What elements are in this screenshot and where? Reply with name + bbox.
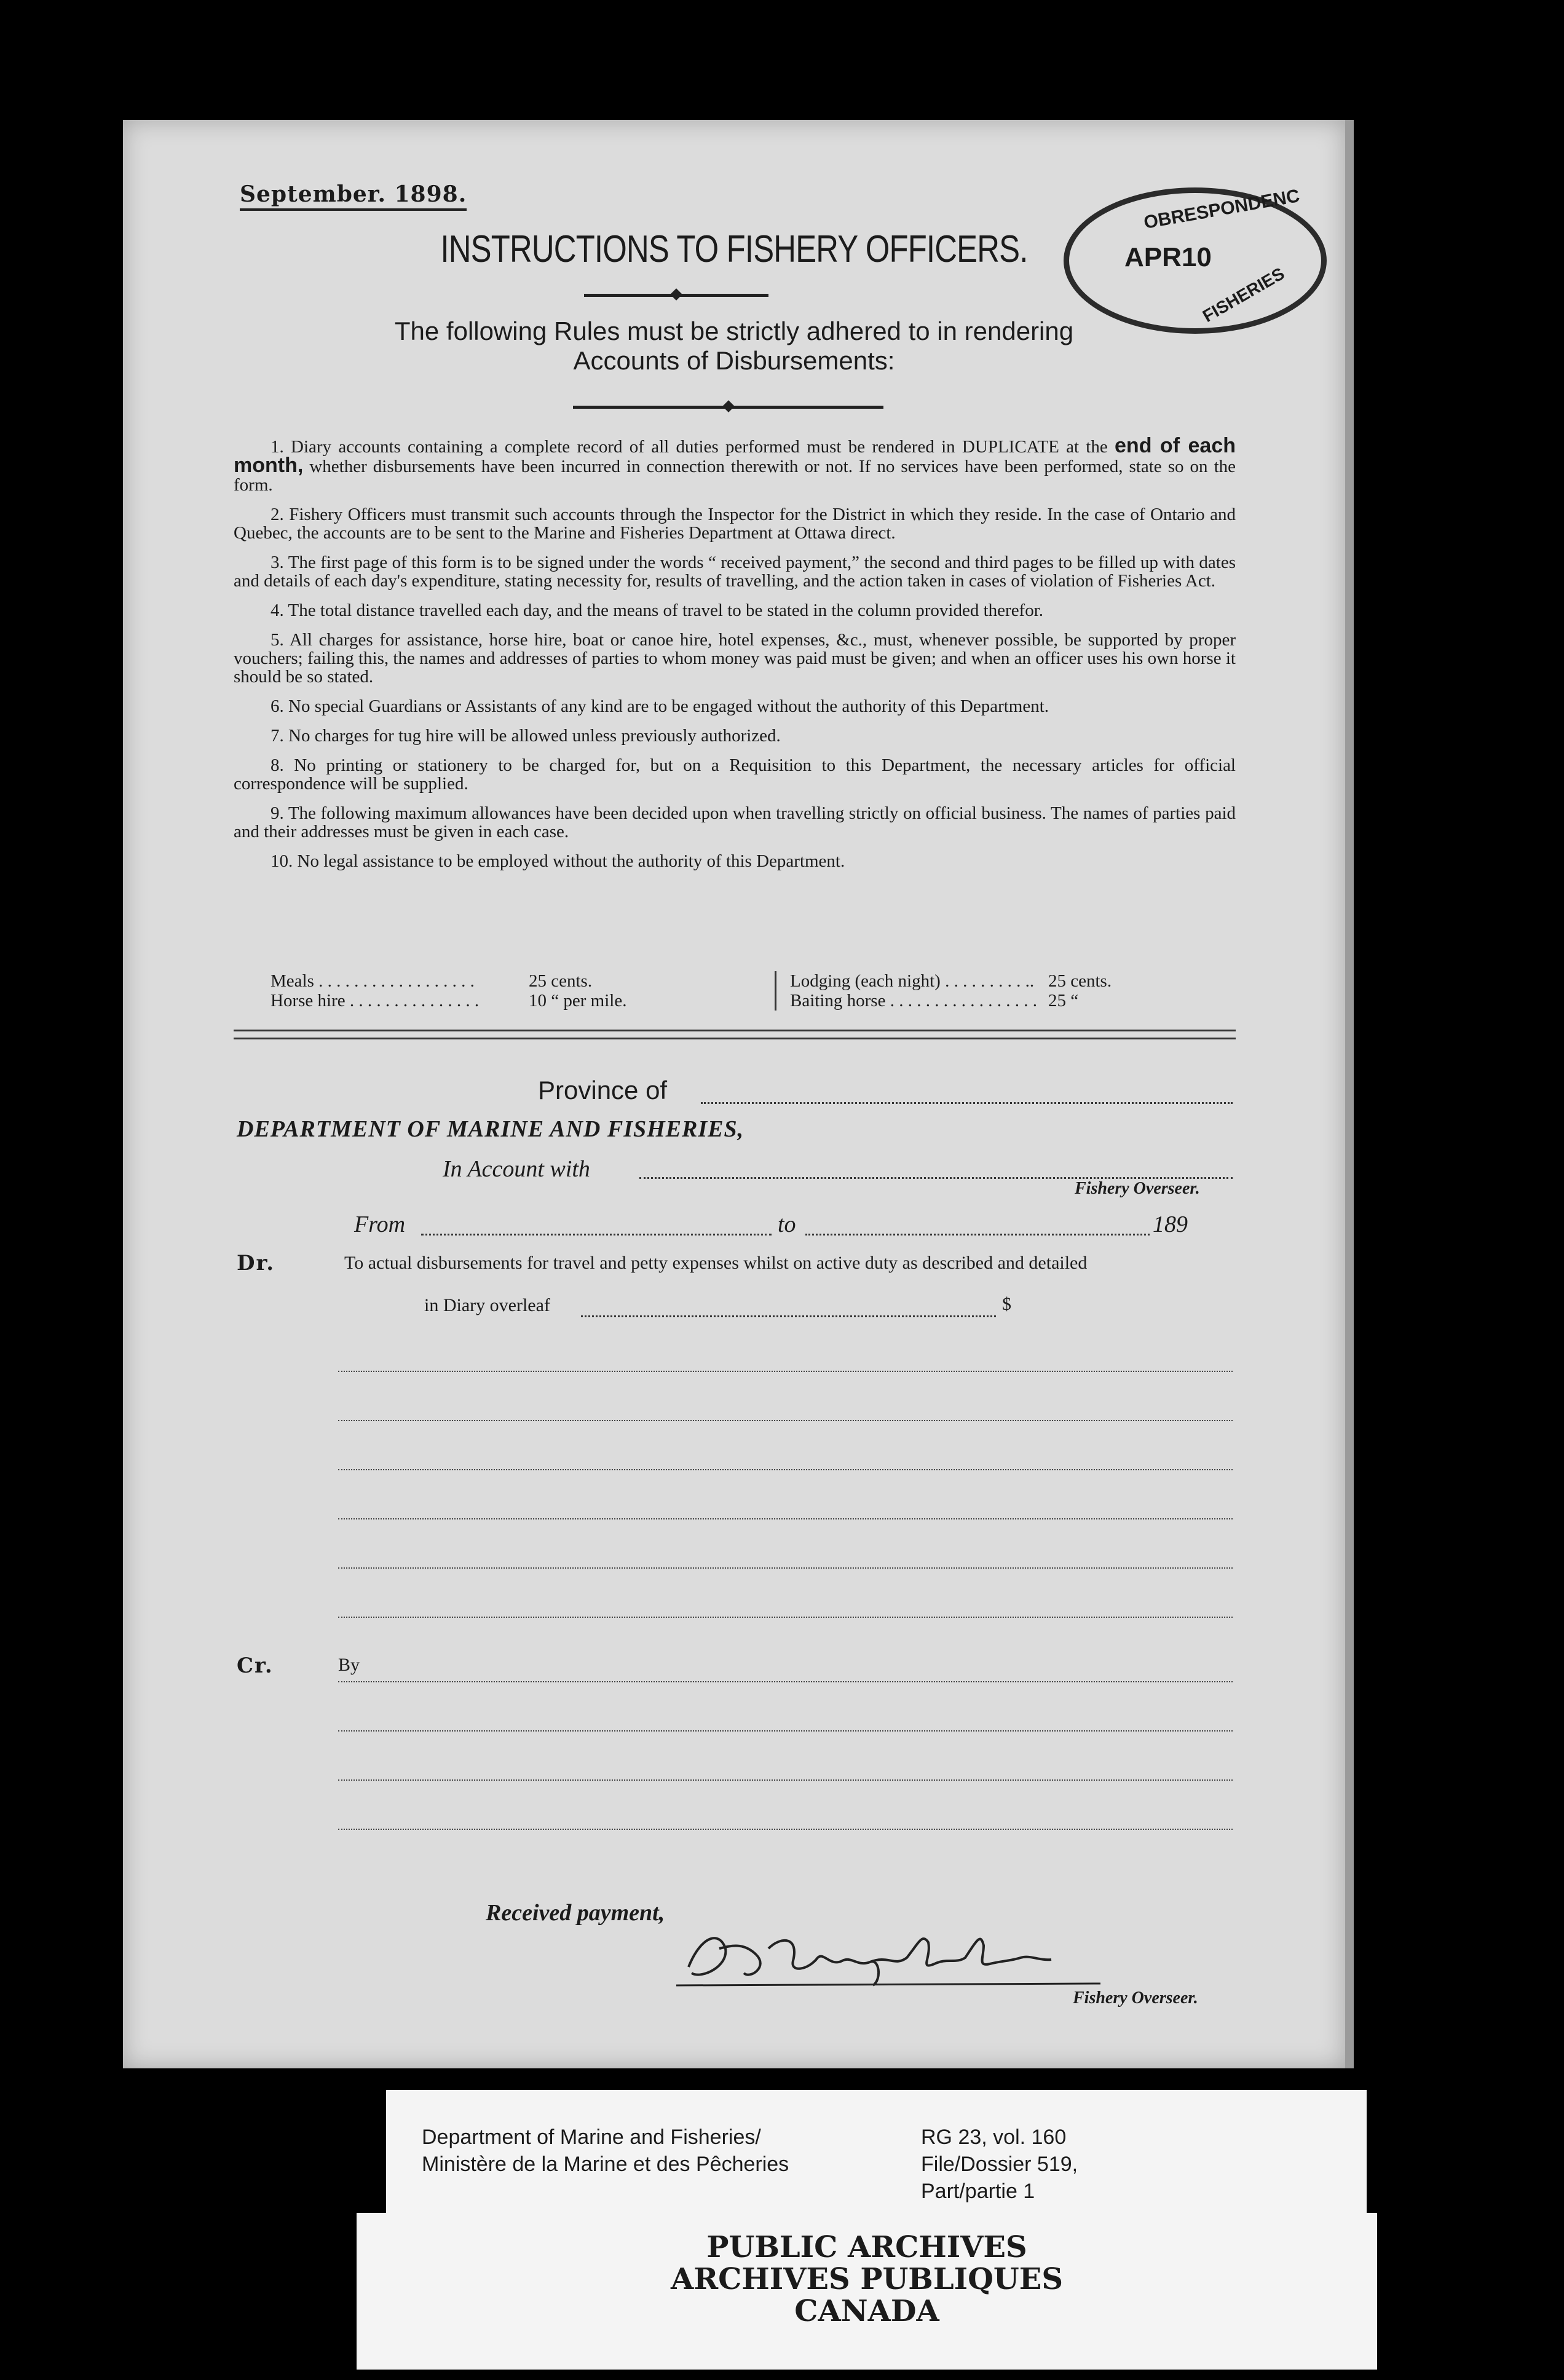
- file-number: File/Dossier 519,: [921, 2153, 1078, 2176]
- credit-line[interactable]: [338, 1779, 1233, 1781]
- from-label: From: [354, 1212, 406, 1237]
- page-title: INSTRUCTIONS TO FISHERY OFFICERS.: [440, 228, 1028, 270]
- archives-country: CANADA: [794, 2294, 939, 2328]
- rule-item: 7. No charges for tug hire will be allowed unless previously authorized.: [271, 726, 781, 746]
- archives-name: [357, 2231, 1377, 2327]
- lodging-label: Lodging (each night) . . . . . . . . . ..: [790, 971, 1035, 991]
- account-form: [123, 120, 1345, 2068]
- debit-line[interactable]: [338, 1518, 1233, 1519]
- province-field[interactable]: [701, 1102, 1233, 1104]
- credit-line[interactable]: [338, 1681, 1233, 1682]
- baiting-value: 25 “: [1048, 991, 1079, 1011]
- subtitle-line-1: The following Rules must be strictly adhered to in rendering: [394, 317, 1074, 345]
- overseer-signature-caption: Fishery Overseer.: [1073, 1988, 1198, 2008]
- rule-item: 3. The first page of this form is to be signed under the words “ received payment,” the second and third pages to be filled up with dates and details of each day's expenditure, stating necessity for, results of travelling, and the action taken in cases of violation of Fisheries Act.: [234, 553, 1236, 591]
- diary-amount-field[interactable]: [581, 1315, 996, 1317]
- rule-text-tail: whether disbursements have been incurred in connection therewith or not. If no services have been performed, state so on the form.: [234, 457, 1236, 495]
- meals-value: 25 cents.: [529, 971, 593, 991]
- debit-line[interactable]: [338, 1617, 1233, 1618]
- received-payment-label: Received payment,: [486, 1900, 665, 1926]
- archives-line-en: PUBLIC ARCHIVES: [706, 2230, 1027, 2264]
- rule-item: 8. No printing or stationery to be charged for, but on a Requisition to this Department, the necessary articles for official correspondence will be supplied.: [234, 755, 1236, 794]
- diary-label: in Diary overleaf: [424, 1295, 550, 1315]
- dollar-sign: $: [1002, 1294, 1011, 1314]
- debit-line[interactable]: [338, 1371, 1233, 1372]
- credit-line[interactable]: [338, 1730, 1233, 1732]
- archives-stamp-label: [357, 2213, 1377, 2370]
- debit-line[interactable]: [338, 1420, 1233, 1421]
- rule-item: 10. No legal assistance to be employed without the authority of this Department.: [271, 851, 845, 871]
- rule-item: 9. The following maximum allowances have been decided upon when travelling strictly on official business. The names of parties paid and their addresses must be given in each case.: [234, 803, 1236, 841]
- to-date-field[interactable]: [805, 1234, 1150, 1235]
- stamp-date-text: APR10: [1124, 242, 1212, 272]
- department-heading: DEPARTMENT OF MARINE AND FISHERIES,: [237, 1116, 744, 1142]
- stamp-top-text: OBRESPONDENC: [1142, 185, 1301, 234]
- year-label: 189: [1153, 1212, 1188, 1237]
- debit-description: To actual disbursements for travel and petty expenses whilst on active duty as described and detailed: [344, 1253, 1088, 1273]
- overseer-caption: Fishery Overseer.: [1075, 1179, 1200, 1198]
- rule-item: 6. No special Guardians or Assistants of any kind are to be engaged without the authority of this Department.: [271, 696, 1049, 716]
- stamp-bottom-text: FISHERIES: [1199, 264, 1288, 326]
- baiting-label: Baiting horse . . . . . . . . . . . . . . . . .: [790, 991, 1037, 1011]
- rule-item: 2. Fishery Officers must transmit such accounts through the Inspector for the District in which they reside. In the case of Ontario and Quebec, the accounts are to be sent to the Marine and Fisheries Department at Ottawa direct.: [234, 505, 1236, 543]
- file-reference: [921, 2124, 1078, 2205]
- department-line-en: Department of Marine and Fisheries/: [422, 2126, 761, 2149]
- document-page: [123, 120, 1345, 2068]
- to-label: to: [778, 1212, 796, 1237]
- rule-item: 5. All charges for assistance, horse hire, boat or canoe hire, hotel expenses, &c., must, whenever possible, be supported by proper vouchers; failing this, the names and addresses of parties to whom money was paid must be given; and when an officer uses his own horse it should be so stated.: [234, 630, 1236, 687]
- horse-hire-value: 10 “ per mile.: [529, 991, 627, 1011]
- rule-text: 1. Diary accounts containing a complete record of all duties performed must be rendered in DUPLICATE at the: [271, 437, 1115, 457]
- meals-label: Meals . . . . . . . . . . . . . . . . . .: [271, 971, 475, 991]
- archives-line-fr: ARCHIVES PUBLIQUES: [671, 2262, 1063, 2296]
- part-number: Part/partie 1: [921, 2180, 1035, 2203]
- page-edge: [1345, 120, 1354, 2068]
- in-account-label: In Account with: [443, 1156, 590, 1182]
- subtitle-line-2: Accounts of Disbursements:: [573, 346, 895, 375]
- debit-line[interactable]: [338, 1469, 1233, 1470]
- credit-label: Cr.: [237, 1653, 274, 1678]
- debit-line[interactable]: [338, 1567, 1233, 1569]
- lodging-value: 25 cents.: [1048, 971, 1112, 991]
- record-group: RG 23, vol. 160: [921, 2126, 1067, 2149]
- department-reference: [422, 2124, 789, 2178]
- debit-label: Dr.: [237, 1251, 275, 1275]
- date-line: September. 1898.: [240, 181, 467, 211]
- rule-emphasis: end of each month,: [234, 434, 1236, 477]
- horse-hire-label: Horse hire . . . . . . . . . . . . . . .: [271, 991, 480, 1011]
- by-label: By: [338, 1655, 360, 1675]
- department-line-fr: Ministère de la Marine et des Pêcheries: [422, 2153, 789, 2176]
- signature: [676, 1924, 1107, 1992]
- rule-item: 4. The total distance travelled each day, and the means of travel to be stated in the column provided therefor.: [271, 601, 1044, 620]
- credit-line[interactable]: [338, 1829, 1233, 1830]
- province-label: Province of: [538, 1076, 668, 1105]
- from-date-field[interactable]: [421, 1234, 772, 1235]
